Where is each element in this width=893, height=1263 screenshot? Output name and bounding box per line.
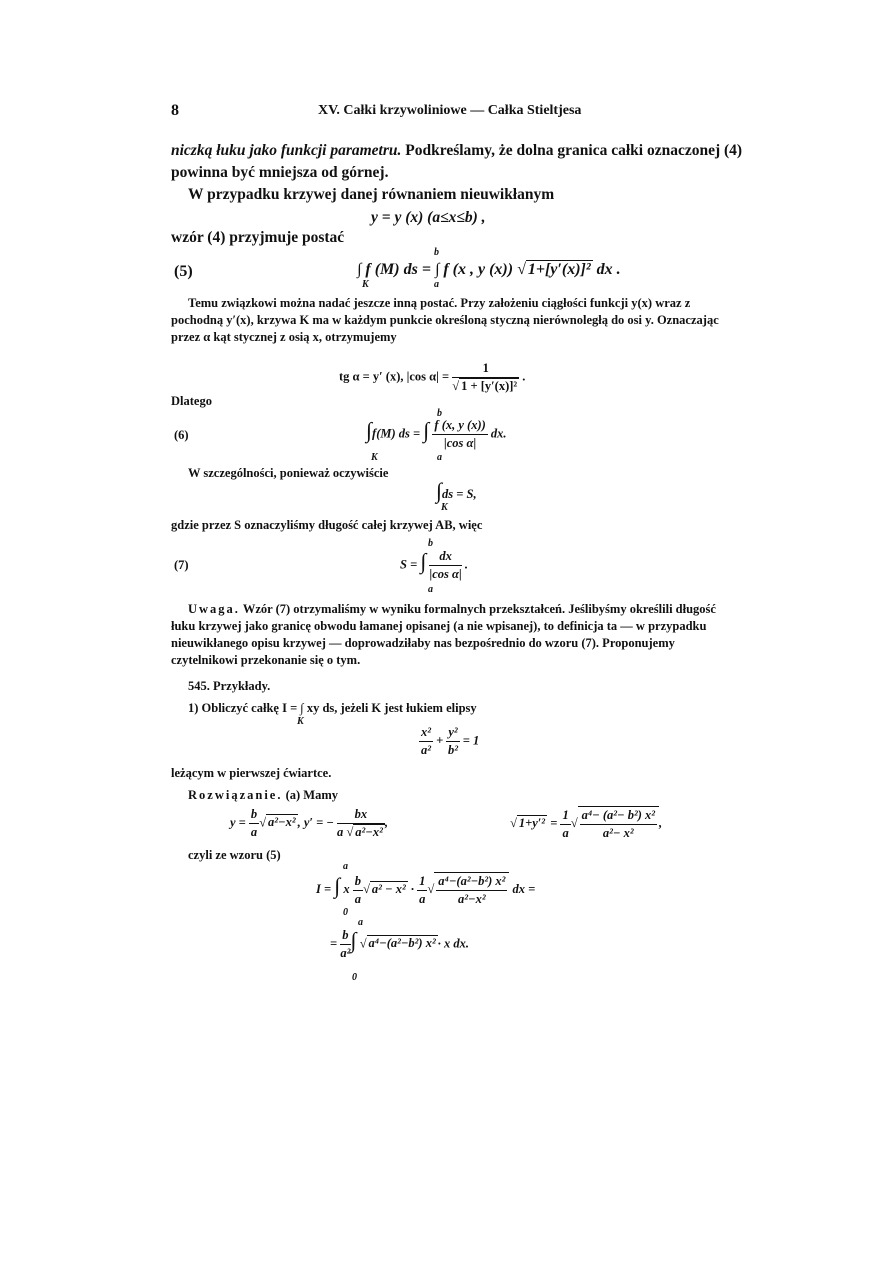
equation-7-upper: b [428,538,433,549]
integral-icon: ∫ [423,417,430,443]
remark-text: Wzór (7) otrzymaliśmy w wyniku formalnych przekształceń. Jeślibyśmy określili długość łuku krzywej jako granicę obwodu łamanej opisanej (a nie wpisanej), to definicja ta — w przypadku nieuwikłanego opisu krzywej — doprowadziłaby nas bezpośrednio do wzoru (7). Proponujemy czytelnikowi przekonanie się o tym. [171,602,716,667]
equation-7-lower: a [428,584,433,595]
equation-arc-length [436,478,477,503]
page-number: 8 [171,102,179,119]
solution-heading [188,787,338,804]
frac-b-over-a: $\frac{b}{a}$ [250,807,258,839]
integral-icon: ∫ [334,872,341,898]
intro-line-4: wzór (4) przyjmuje postać [171,229,345,246]
equation-I-2-upper: a [358,917,363,928]
equation-tangent-tail: . [519,369,526,384]
equation-5-lhs: ∫ f (M) ds = ∫ f (x , y (x)) √ [357,261,526,278]
gdzie: gdzie przez S oznaczyliśmy długość całej krzywej AB, więc [171,518,483,532]
equation-arc-length-expr: ds = S, [442,487,477,501]
paragraph-tangent: Temu związkowi można nadać jeszcze inną postać. Przy założeniu ciągłości funkcji y(x) wraz z pochodną y′(x), krzywa K ma w każdym punkcie określoną styczną nierównoległą do osi y. Oznaczając przez α kąt stycznej z osią x, otrzymujemy [171,296,719,344]
equation-tangent-num: 1 [452,360,519,378]
equation-tangent-fraction [452,360,519,395]
integral-icon: ∫ [350,927,357,953]
example-1-lower: K [297,716,304,727]
equation-I-2: = $\frac{b}{\text{a²}}$ ∫ √ a⁴−(a²−b²) x² · x dx. [330,927,469,960]
czyli: czyli ze wzoru (5) [188,848,281,862]
equation-5-label: (5) [174,263,193,280]
frac-b-a2: $\frac{b}{\text{a²}}$ [340,928,351,960]
equation-5 [357,260,621,280]
integral-icon: ∫ [436,478,443,503]
equation-6-tail: dx. [487,426,507,441]
section-number: 545. [188,679,210,693]
intro-rest: Podkreślamy, że dolna granica całki oznaczonej (4) [401,142,743,159]
running-title: XV. Całki krzywoliniowe — Całka Stieltjesa [318,103,582,118]
solution-head: Rozwiązanie. [188,788,283,802]
frac-y-prime: $\frac{bx}{\text{a √ a²−x²}}$ [337,807,383,839]
frac-one-over-a: $\frac{1}{a}$ [562,807,569,840]
equation-7 [400,548,468,583]
equation-6-lower-a: a [437,452,442,463]
equation-arc-length-lower: K [441,502,448,513]
equation-5-tail: dx . [592,261,621,278]
section-title: Przykłady. [209,679,271,693]
intro-italic: niczką łuku jako funkcji parametru. [171,142,402,159]
ellipse-equation: $\frac{\text{x²}}{\text{a²}}$ + $\frac{\text{y²}}{\text{b²}}$ = 1 [421,725,480,757]
example-1: 1) Obliczyć całkę I = ∫ xy ds, jeżeli K jest łukiem elipsy [188,701,477,715]
intro-line-2: powinna być mniejsza od górnej. [171,164,389,181]
integral-icon: ∫ [366,417,373,443]
remark-head: Uwaga. [188,602,240,616]
equation-7-tail: . [461,557,468,572]
equation-I-2-lower: 0 [352,972,357,983]
equation-y-of-x: y = y (x) (a≤x≤b) , [371,209,486,226]
equation-7-label: (7) [174,558,189,572]
dlatego: Dlatego [171,394,212,408]
equation-6-label: (6) [174,428,189,442]
equation-5-upper-b: b [434,247,439,258]
frac-1-a: $\frac{1}{a}$ [419,873,426,906]
equation-6-lower-K: K [371,452,378,463]
lezacym: leżącym w pierwszej ćwiartce. [171,766,332,780]
equation-I-upper: a [343,861,348,872]
solution-rest: (a) Mamy [282,788,339,802]
equation-6-fraction [432,417,487,452]
equation-5-lower-K: K [362,279,369,290]
equation-6-den: |cos α| [443,436,477,450]
equation-6-num: f (x, y (x)) [432,417,487,435]
equation-tangent-left: tg α = y′ (x), |cos α| = [339,369,453,384]
equation-tangent [339,360,525,395]
intro-line-3: W przypadku krzywej danej równaniem nieuwikłanym [188,186,555,203]
equation-7-fraction [429,548,461,583]
szczegolnosci: W szczególności, ponieważ oczywiście [188,466,389,480]
equation-7-num: dx [429,548,461,566]
equation-5-radicand: 1+[y′(x)]² [527,261,591,278]
frac-big-sqrt: $\frac{\text{a⁴− (a²− b²) x²}}{\text{a²− x²}}$ [578,806,659,842]
equation-6-lhs: f(M) ds = [372,426,424,441]
section-545 [188,678,270,695]
remark [171,601,736,669]
equation-I-lower: 0 [343,907,348,918]
frac-b-a: $\frac{b}{a}$ [354,873,362,906]
equation-I: I = ∫ x $\frac{b}{a}$ √ a² − x² · $\frac{1}{a}$ √ $\frac{\text{a⁴−(a²−b²) x²}}{\text{a²−x²}}$ dx = [316,872,536,906]
equation-5-lower-a: a [434,279,439,290]
equation-6 [366,417,507,452]
intro-line-1 [171,141,742,161]
ellipse-frac-2: $\frac{\text{y²}}{\text{b²}}$ [448,725,459,757]
equation-derivatives: y = $\frac{b}{a}$ √ a²−x² , y′ = − $\frac{bx}{\text{a √ a²−x²}}$ , [230,807,388,839]
equation-sqrt-identity: √ 1+y′² = $\frac{1}{a}$ √ $\frac{\text{a⁴− (a²− b²) x²}}{\text{a²− x²}}$ , [510,807,663,840]
frac-big-sqrt-I: $\frac{\text{a⁴−(a²−b²) x²}}{\text{a²−x²}}$ [434,872,509,908]
ellipse-frac-1: $\frac{\text{x²}}{\text{a²}}$ [421,725,431,757]
equation-6-upper-b: b [437,408,442,419]
equation-tangent-den: √ 1 + [y′(x)]² [452,379,518,393]
integral-icon: ∫ [420,548,427,574]
equation-7-den: |cos α| [429,567,462,581]
equation-7-lhs: S = [400,557,421,572]
